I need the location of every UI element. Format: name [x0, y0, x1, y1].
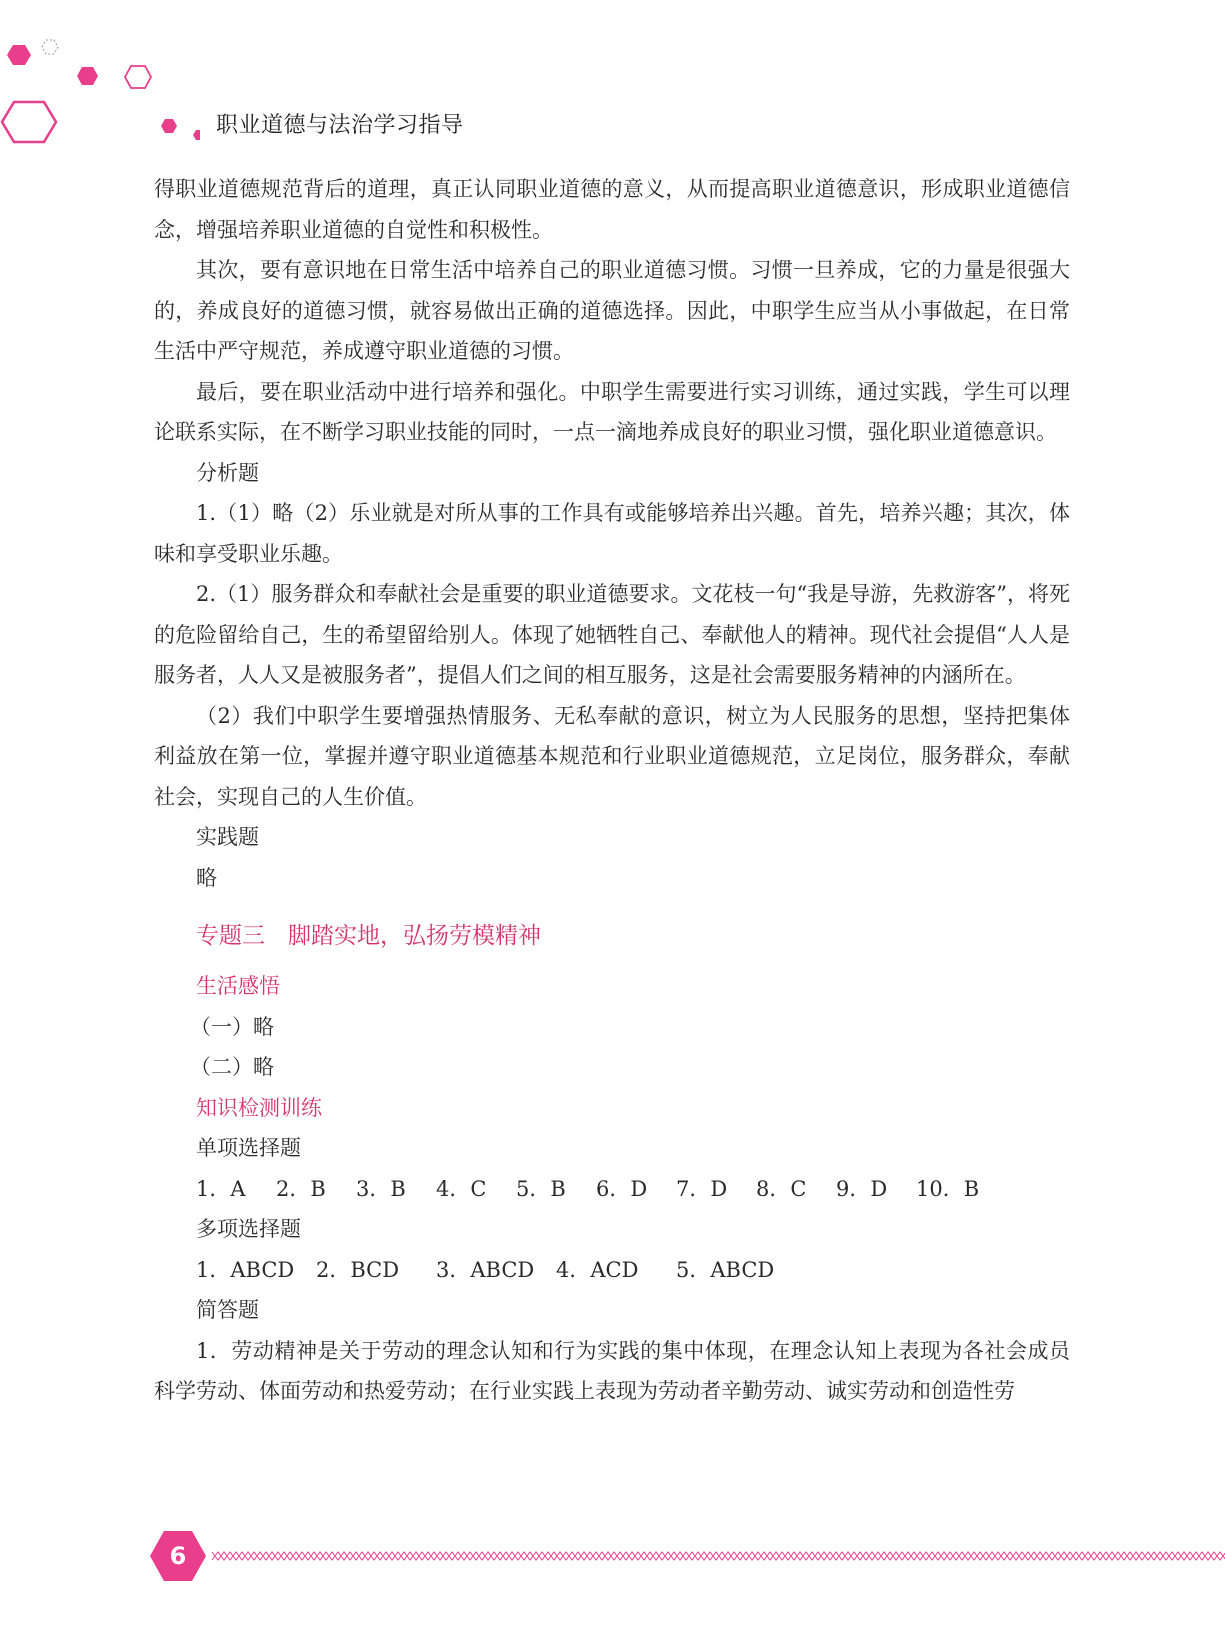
- answer-item: 4．ACD: [556, 1257, 639, 1282]
- life-item: （二）略: [190, 1055, 274, 1079]
- answer-item: 1．A: [196, 1176, 246, 1201]
- answer-item: 9．D: [836, 1176, 888, 1201]
- practice-answer: 略: [196, 865, 217, 890]
- multi-choice-answers: [154, 1250, 1070, 1291]
- analysis-item: 1.（1）略（2）乐业就是对所从事的工作具有或能够培养出兴趣。首先，培养兴趣；其次，体味和享受职业乐趣。: [154, 501, 1070, 566]
- short-answer-item: 1．劳动精神是关于劳动的理念认知和行为实践的集中体现，在理念认知上表现为各社会成员科学劳动、体面劳动和热爱劳动；在行业实践上表现为劳动者辛勤劳动、诚实劳动和创造性劳: [154, 1338, 1070, 1403]
- topic-title: 专题三 脚踏实地，弘扬劳模精神: [196, 923, 541, 949]
- page-number: 6: [169, 1542, 187, 1570]
- running-header: 职业道德与法治学习指导: [216, 113, 464, 138]
- section-label-analysis: 分析题: [196, 460, 259, 485]
- answer-item: 6．D: [596, 1176, 648, 1201]
- answer-item: 8．C: [756, 1176, 807, 1201]
- answer-item: 5．ABCD: [676, 1257, 775, 1282]
- answer-item: 4．C: [436, 1176, 487, 1201]
- paragraph: 其次，要有意识地在日常生活中培养自己的职业道德习惯。习惯一旦养成，它的力量是很强大的，养成良好的道德习惯，就容易做出正确的道德选择。因此，中职学生应当从小事做起，在日常生活中严守规范，养成遵守职业道德的习惯。: [154, 258, 1070, 363]
- analysis-item: （2）我们中职学生要增强热情服务、无私奉献的意识，树立为人民服务的思想，坚持把集体利益放在第一位，掌握并遵守职业道德基本规范和行业职业道德规范，立足岗位，服务群众，奉献社会，实现自己的人生价值。: [154, 703, 1070, 809]
- paragraph: 得职业道德规范背后的道理，真正认同职业道德的意义，从而提高职业道德意识，形成职业道德信念，增强培养职业道德的自觉性和积极性。: [154, 177, 1070, 242]
- paragraph: 最后，要在职业活动中进行培养和强化。中职学生需要进行实习训练，通过实践，学生可以理论联系实际，在不断学习职业技能的同时，一点一滴地养成良好的职业习惯，强化职业道德意识。: [154, 379, 1070, 444]
- answer-item: 1．ABCD: [196, 1257, 295, 1282]
- single-choice-answers: [154, 1169, 1070, 1210]
- answer-item: 5．B: [516, 1176, 566, 1201]
- answer-item: 3．B: [356, 1176, 406, 1201]
- section-heading-life: 生活感悟: [196, 974, 280, 998]
- section-heading-knowledge: 知识检测训练: [196, 1095, 322, 1120]
- answer-item: 2．B: [276, 1176, 326, 1201]
- hexagon-decoration-icon: [0, 0, 200, 145]
- life-item: （一）略: [190, 1014, 274, 1039]
- page-body: [154, 169, 1070, 1412]
- section-label-single-choice: 单项选择题: [196, 1136, 301, 1160]
- section-label-multi-choice: 多项选择题: [196, 1217, 301, 1241]
- section-label-practice: 实践题: [196, 825, 259, 849]
- answer-item: 3．ABCD: [436, 1257, 535, 1282]
- section-label-short-answer: 简答题: [196, 1298, 259, 1322]
- answer-item: 2．BCD: [316, 1257, 400, 1282]
- answer-item: 10．B: [916, 1176, 980, 1201]
- answer-item: 7．D: [676, 1176, 728, 1201]
- analysis-item: 2.（1）服务群众和奉献社会是重要的职业道德要求。文花枝一句“我是导游，先救游客”，将死的危险留给自己，生的希望留给别人。体现了她牺牲自己、奉献他人的精神。现代社会提倡“人人是服务者，人人又是被服务者”，提倡人们之间的相互服务，这是社会需要服务精神的内涵所在。: [154, 582, 1070, 687]
